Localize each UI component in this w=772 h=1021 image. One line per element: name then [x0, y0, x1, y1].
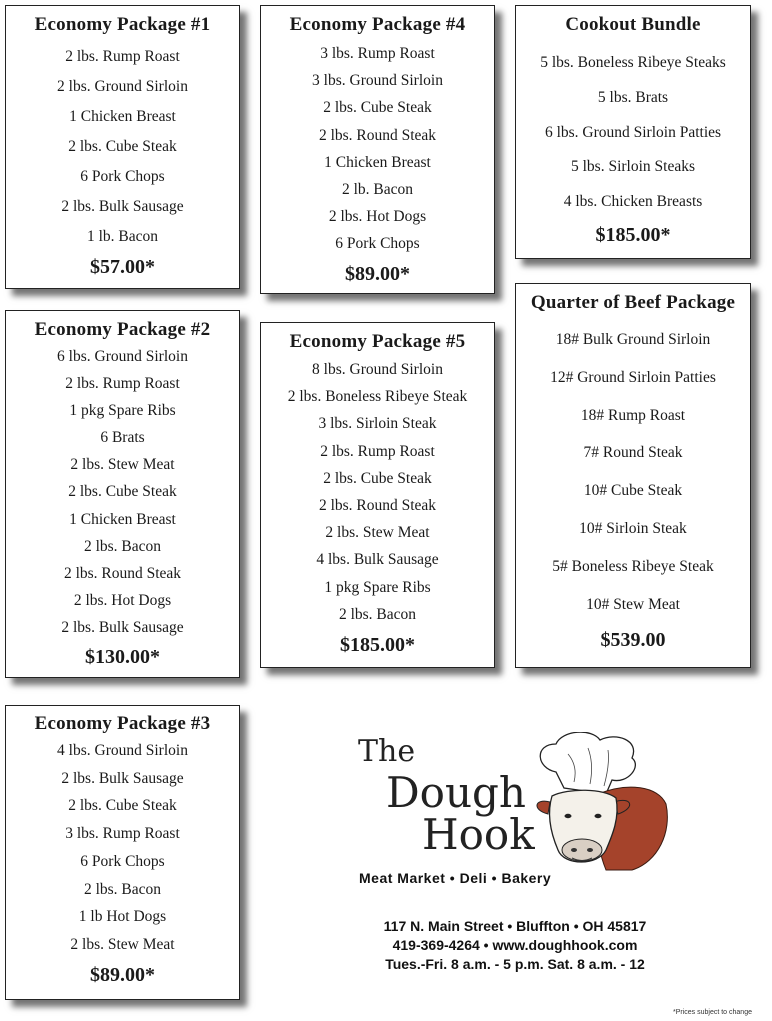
package-price: $185.00*	[595, 223, 671, 246]
package-item: 6 lbs. Ground Sirloin Patties	[544, 123, 722, 141]
package-title: Quarter of Beef Package	[530, 292, 736, 313]
package-item: 2 lbs. Stew Meat	[70, 935, 175, 953]
logo-hook: Hook	[422, 810, 535, 859]
package-item: 2 lbs. Hot Dogs	[73, 591, 172, 609]
package-title: Economy Package #1	[34, 14, 211, 35]
package-item: 2 lbs. Round Steak	[63, 564, 182, 582]
package-item: 2 lbs. Cube Steak	[323, 99, 432, 117]
package-price: $57.00*	[90, 256, 155, 278]
package-item: 2 lbs. Cube Steak	[68, 138, 177, 155]
cow-chef-icon	[528, 732, 678, 882]
package-item: 5# Boneless Ribeye Steak	[552, 557, 714, 575]
package-item: 2 lbs. Bulk Sausage	[61, 618, 184, 636]
price-footnote: *Prices subject to change	[673, 1009, 752, 1016]
phone-website: 419-369-4264 • www.doughhook.com	[392, 937, 638, 953]
economy-package-2-card	[5, 310, 240, 678]
package-item: 2 lbs. Bacon	[83, 537, 162, 555]
package-item: 2 lbs. Stew Meat	[325, 524, 430, 542]
economy-package-3-card	[5, 705, 240, 1000]
package-price: $89.00*	[90, 963, 155, 986]
package-price: $130.00*	[85, 646, 160, 669]
package-item: 4 lbs. Bulk Sausage	[316, 551, 439, 569]
package-title: Economy Package #2	[34, 319, 211, 340]
package-items	[261, 356, 494, 628]
package-items	[261, 40, 494, 258]
package-item: 18# Rump Roast	[580, 406, 686, 424]
package-title: Economy Package #4	[289, 14, 466, 35]
cookout-bundle-card	[515, 5, 751, 259]
package-item: 2 lbs. Ground Sirloin	[57, 78, 188, 95]
package-item: 2 lbs. Bacon	[83, 880, 162, 898]
package-item: 18# Bulk Ground Sirloin	[555, 331, 711, 348]
package-price: $185.00*	[340, 634, 415, 657]
package-item: 2 lbs. Bulk Sausage	[61, 198, 184, 215]
package-item: 1 lb. Bacon	[86, 228, 159, 245]
package-item: 5 lbs. Brats	[597, 88, 669, 106]
package-item: 8 lbs. Ground Sirloin	[312, 361, 443, 378]
package-item: 2 lbs. Boneless Ribeye Steak	[287, 388, 468, 406]
package-items	[516, 46, 750, 220]
package-title: Economy Package #3	[34, 713, 211, 734]
package-item: 2 lbs. Round Steak	[318, 497, 437, 515]
package-item: 6 Pork Chops	[80, 168, 165, 185]
package-item: 2 lbs. Bacon	[338, 605, 417, 623]
package-item: 2 lbs. Cube Steak	[68, 483, 177, 501]
package-items	[6, 42, 239, 252]
address: 117 N. Main Street • Bluffton • OH 45817	[383, 918, 647, 934]
package-item: 1 Chicken Breast	[69, 108, 176, 125]
package-item: 3 lbs. Rump Roast	[65, 825, 180, 843]
package-item: 2 lbs. Round Steak	[318, 126, 437, 144]
package-item: 5 lbs. Sirloin Steaks	[570, 158, 695, 176]
package-item: 6 lbs. Ground Sirloin	[57, 348, 188, 365]
dough-hook-logo	[352, 732, 682, 892]
package-item: 4 lbs. Ground Sirloin	[57, 742, 188, 759]
store-hours: Tues.-Fri. 8 a.m. - 5 p.m. Sat. 8 a.m. - 12	[385, 956, 645, 972]
logo-the: The	[358, 734, 416, 769]
package-item: 2 lbs. Stew Meat	[70, 456, 175, 474]
package-item: 2 lbs. Rump Roast	[65, 375, 180, 393]
package-item: 6 Pork Chops	[335, 235, 420, 253]
package-item: 2 lbs. Hot Dogs	[328, 208, 427, 226]
package-item: 2 lb. Bacon	[341, 181, 414, 199]
economy-package-1-card	[5, 5, 240, 289]
package-item: 1 Chicken Breast	[324, 153, 431, 171]
package-item: 1 lb Hot Dogs	[78, 908, 167, 926]
package-items	[6, 343, 239, 641]
package-item: 10# Cube Steak	[583, 482, 683, 500]
package-items	[516, 321, 750, 623]
package-items	[6, 737, 239, 959]
logo-dough: Dough	[386, 768, 526, 817]
economy-package-5-card	[260, 322, 495, 668]
package-item: 2 lbs. Rump Roast	[65, 48, 180, 65]
package-title: Cookout Bundle	[565, 14, 701, 35]
package-item: 2 lbs. Bulk Sausage	[61, 769, 184, 787]
package-item: 6 Brats	[100, 429, 145, 447]
package-price: $89.00*	[345, 262, 410, 285]
tagline: Meat Market • Deli • Bakery	[359, 870, 552, 886]
package-item: 4 lbs. Chicken Breasts	[563, 193, 703, 211]
package-item: 1 pkg Spare Ribs	[324, 578, 431, 596]
economy-package-4-card	[260, 5, 495, 294]
package-item: 10# Sirloin Steak	[579, 519, 687, 537]
package-item: 7# Round Steak	[583, 444, 683, 462]
package-title: Economy Package #5	[289, 331, 466, 352]
package-price: $539.00	[600, 629, 666, 652]
package-item: 6 Pork Chops	[80, 852, 165, 870]
package-item: 1 pkg Spare Ribs	[69, 402, 176, 420]
quarter-of-beef-card	[515, 283, 751, 668]
package-item: 3 lbs. Sirloin Steak	[318, 415, 437, 433]
package-item: 12# Ground Sirloin Patties	[550, 368, 716, 386]
package-item: 1 Chicken Breast	[69, 510, 176, 528]
package-item: 10# Stew Meat	[586, 595, 680, 613]
package-item: 3 lbs. Rump Roast	[320, 45, 435, 62]
package-item: 2 lbs. Cube Steak	[68, 797, 177, 815]
package-item: 3 lbs. Ground Sirloin	[312, 72, 443, 90]
package-item: 2 lbs. Cube Steak	[323, 469, 432, 487]
package-item: 5 lbs. Boneless Ribeye Steaks	[540, 54, 726, 71]
package-item: 2 lbs. Rump Roast	[320, 442, 435, 460]
